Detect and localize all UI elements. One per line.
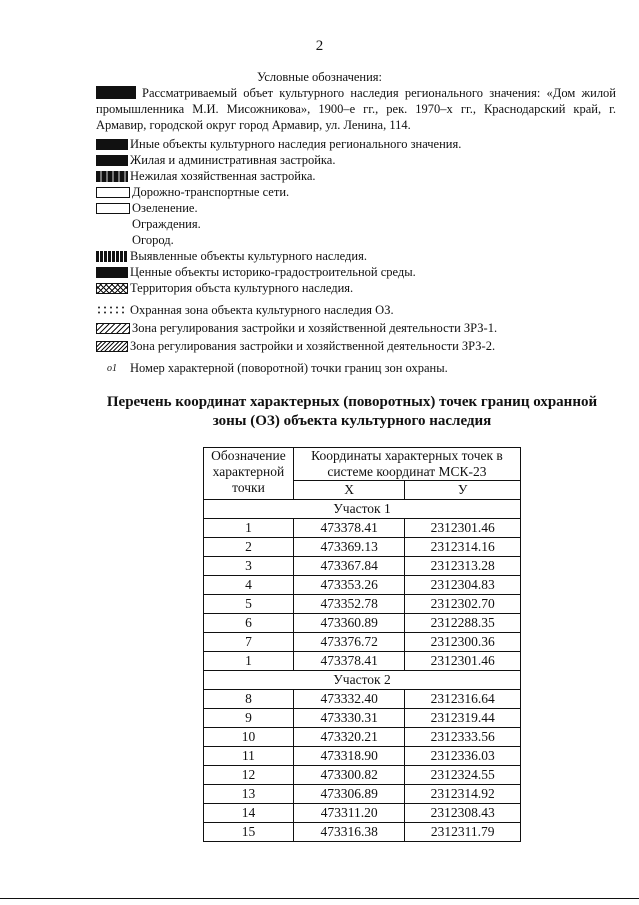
legend-item-label: Ценные объекты историко-градостроительной среды. — [130, 265, 416, 279]
cell-y: 2312301.46 — [405, 652, 521, 671]
page-number: 2 — [315, 38, 324, 54]
legend-item — [96, 320, 616, 336]
cell-x: 473369.13 — [293, 538, 405, 557]
cell-y: 2312314.16 — [405, 538, 521, 557]
solid-black-swatch-icon — [96, 86, 136, 99]
cell-point: 1 — [204, 519, 294, 538]
legend-item — [96, 184, 616, 200]
page-bottom-rule — [0, 898, 639, 899]
cell-point: 8 — [204, 690, 294, 709]
table-row — [204, 747, 521, 766]
section-label: Участок 2 — [204, 671, 521, 690]
cell-point: 1 — [204, 652, 294, 671]
diagonal-hatch-swatch-icon — [96, 341, 128, 352]
solid-black-swatch-icon — [96, 155, 128, 166]
outline-swatch-icon — [96, 187, 130, 198]
cell-point: 4 — [204, 576, 294, 595]
point-marker-icon: о1 — [107, 362, 117, 374]
legend-item-label: Ограждения. — [132, 217, 201, 231]
cell-x: 473353.26 — [293, 576, 405, 595]
legend-item — [96, 360, 616, 376]
legend-item-label: Огород. — [132, 233, 174, 247]
legend-item — [96, 232, 616, 248]
cell-point: 15 — [204, 823, 294, 842]
cell-x: 473311.20 — [293, 804, 405, 823]
cell-y: 2312304.83 — [405, 576, 521, 595]
table-row — [204, 785, 521, 804]
cell-point: 14 — [204, 804, 294, 823]
legend-item-label: Нежилая хозяйственная застройка. — [130, 169, 316, 183]
cell-point: 9 — [204, 709, 294, 728]
dotted-swatch-icon — [96, 305, 128, 316]
legend-item — [96, 248, 616, 264]
cell-y: 2312314.92 — [405, 785, 521, 804]
table-heading: Перечень координат характерных (поворотных) точек границ охранной зоны (ОЗ) объекта культурного наследия — [106, 394, 598, 429]
legend-item-label: Жилая и административная застройка. — [130, 153, 336, 167]
cell-x: 473378.41 — [293, 519, 405, 538]
cell-x: 473330.31 — [293, 709, 405, 728]
cell-y: 2312302.70 — [405, 595, 521, 614]
column-header-coordinates: Координаты характерных точек в системе координат МСК-23 — [293, 448, 520, 481]
table-row — [204, 728, 521, 747]
cell-y: 2312301.46 — [405, 519, 521, 538]
cell-point: 6 — [204, 614, 294, 633]
cell-y: 2312316.64 — [405, 690, 521, 709]
section-label: Участок 1 — [204, 500, 521, 519]
section-row — [204, 500, 521, 519]
legend-main-text: Рассматриваемый объет культурного наследия регионального значения: «Дом жилой промышленника М.И. Мисожникова», 1900–е гг., рек. 1970–х гг., Краснодарский край, г. Армавир, городской округ город Армавир, ул. Ленина, 114. — [96, 86, 616, 132]
solid-black-swatch-icon — [96, 267, 128, 278]
legend-title: Условные обозначения: — [256, 70, 383, 84]
legend-item-label: Территория объста культурного наследия. — [130, 281, 354, 295]
legend-item — [96, 152, 616, 168]
legend-item-label: Иные объекты культурного наследия регионального значения. — [130, 137, 462, 151]
cell-x: 473316.38 — [293, 823, 405, 842]
cell-x: 473318.90 — [293, 747, 405, 766]
cell-point: 13 — [204, 785, 294, 804]
cell-y: 2312288.35 — [405, 614, 521, 633]
table-row — [204, 652, 521, 671]
cell-point: 5 — [204, 595, 294, 614]
legend-item — [96, 302, 616, 318]
table-row — [204, 614, 521, 633]
cell-x: 473378.41 — [293, 652, 405, 671]
legend-item-label: Озеленение. — [132, 201, 198, 215]
cell-y: 2312311.79 — [405, 823, 521, 842]
cell-x: 473367.84 — [293, 557, 405, 576]
legend-item — [96, 168, 616, 184]
table-row — [204, 766, 521, 785]
legend-item-label: Зона регулирования застройки и хозяйственной деятельности ЗРЗ-2. — [130, 339, 496, 353]
coordinates-table — [203, 447, 521, 842]
crosshatch-swatch-icon — [96, 283, 128, 294]
cell-point: 2 — [204, 538, 294, 557]
dotted-outline-swatch-icon — [96, 203, 130, 214]
legend — [96, 85, 616, 376]
cell-y: 2312333.56 — [405, 728, 521, 747]
cell-x: 473320.21 — [293, 728, 405, 747]
table-row — [204, 633, 521, 652]
table-row — [204, 804, 521, 823]
cell-y: 2312313.28 — [405, 557, 521, 576]
cell-y: 2312319.44 — [405, 709, 521, 728]
cell-x: 473300.82 — [293, 766, 405, 785]
cell-point: 11 — [204, 747, 294, 766]
cell-y: 2312324.55 — [405, 766, 521, 785]
legend-item-label: Охранная зона объекта культурного наследия ОЗ. — [130, 303, 394, 317]
legend-item-label: Дорожно-транспортные сети. — [132, 185, 290, 199]
table-row — [204, 557, 521, 576]
column-header-x: X — [293, 481, 405, 500]
legend-item-label: Выявленные объекты культурного наследия. — [130, 249, 367, 263]
cell-x: 473332.40 — [293, 690, 405, 709]
table-row — [204, 595, 521, 614]
table-row — [204, 519, 521, 538]
legend-item — [96, 280, 616, 296]
legend-item — [96, 264, 616, 280]
striped-swatch-icon — [96, 171, 128, 182]
legend-item — [96, 338, 616, 354]
solid-black-swatch-icon — [96, 139, 128, 150]
cell-y: 2312300.36 — [405, 633, 521, 652]
cell-y: 2312336.03 — [405, 747, 521, 766]
column-header-point: Обозначение характерной точки — [204, 448, 294, 500]
legend-item — [96, 136, 616, 152]
legend-item-label: Зона регулирования застройки и хозяйственной деятельности ЗРЗ-1. — [132, 321, 498, 335]
table-row — [204, 538, 521, 557]
cell-x: 473376.72 — [293, 633, 405, 652]
cell-point: 3 — [204, 557, 294, 576]
dashed-black-swatch-icon — [96, 251, 128, 262]
legend-item — [96, 200, 616, 216]
cell-y: 2312308.43 — [405, 804, 521, 823]
cell-x: 473306.89 — [293, 785, 405, 804]
section-row — [204, 671, 521, 690]
diagonal-hatch-swatch-icon — [96, 323, 130, 334]
table-row — [204, 690, 521, 709]
table-row — [204, 576, 521, 595]
legend-item — [96, 216, 616, 232]
column-header-y: У — [405, 481, 521, 500]
table-row — [204, 709, 521, 728]
cell-point: 10 — [204, 728, 294, 747]
cell-point: 12 — [204, 766, 294, 785]
legend-item-label: Номер характерной (поворотной) точки границ зон охраны. — [130, 361, 448, 375]
cell-x: 473360.89 — [293, 614, 405, 633]
cell-point: 7 — [204, 633, 294, 652]
legend-main-item — [96, 85, 616, 133]
cell-x: 473352.78 — [293, 595, 405, 614]
table-row — [204, 823, 521, 842]
